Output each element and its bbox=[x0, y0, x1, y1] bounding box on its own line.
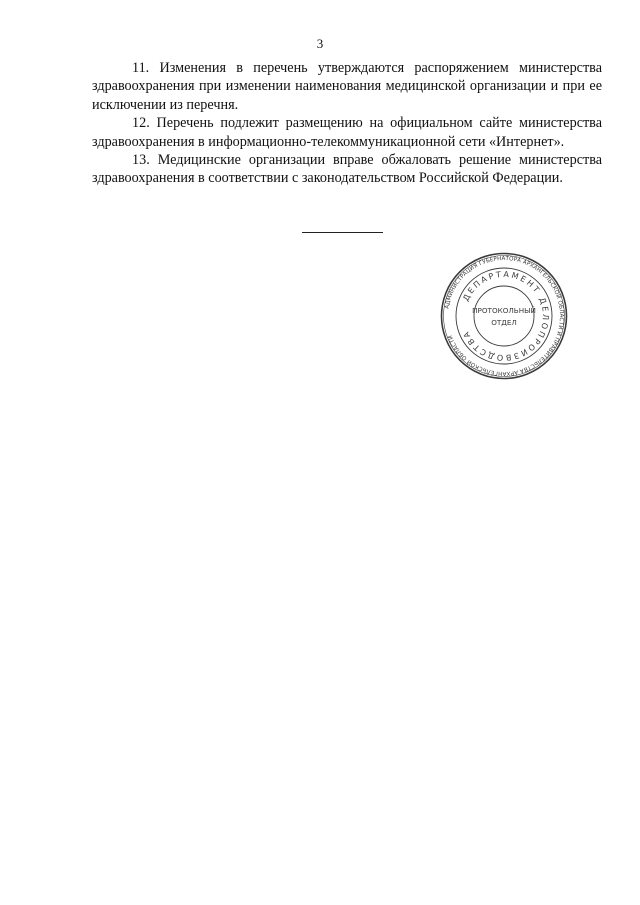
seal-inner-text: ДЕПАРТАМЕНТ ДЕЛОПРОИЗВОДСТВА bbox=[460, 269, 551, 363]
paragraph-11: 11. Изменения в перечень утверждаются распоряжением министерства здравоохранения при изменении наименования медицинской организации и при ее исключении из перечня. bbox=[92, 60, 602, 113]
paragraph-12: 12. Перечень подлежит размещению на официальном сайте министерства здравоохранения в информационно-телекоммуникационной сети «Интернет». bbox=[92, 115, 602, 150]
end-separator-line bbox=[302, 232, 383, 233]
official-seal-stamp bbox=[440, 252, 568, 380]
page-number: 3 bbox=[316, 36, 324, 51]
paragraph-13: 13. Медицинские организации вправе обжаловать решение министерства здравоохранения в соответствии с законодательством Российской Федерации. bbox=[92, 152, 602, 187]
seal-icon bbox=[440, 252, 568, 380]
document-body bbox=[92, 59, 602, 188]
seal-center-line-2: ОТДЕЛ bbox=[491, 318, 517, 327]
seal-center-line-1: ПРОТОКОЛЬНЫЙ bbox=[472, 306, 536, 315]
seal-outer-text: АДМИНИСТРАЦИЯ ГУБЕРНАТОРА АРХАНГЕЛЬСКОЙ ОБЛАСТИ И ПРАВИТЕЛЬСТВА АРХАНГЕЛЬСКОЙ ОБЛАСТИ bbox=[444, 255, 565, 377]
